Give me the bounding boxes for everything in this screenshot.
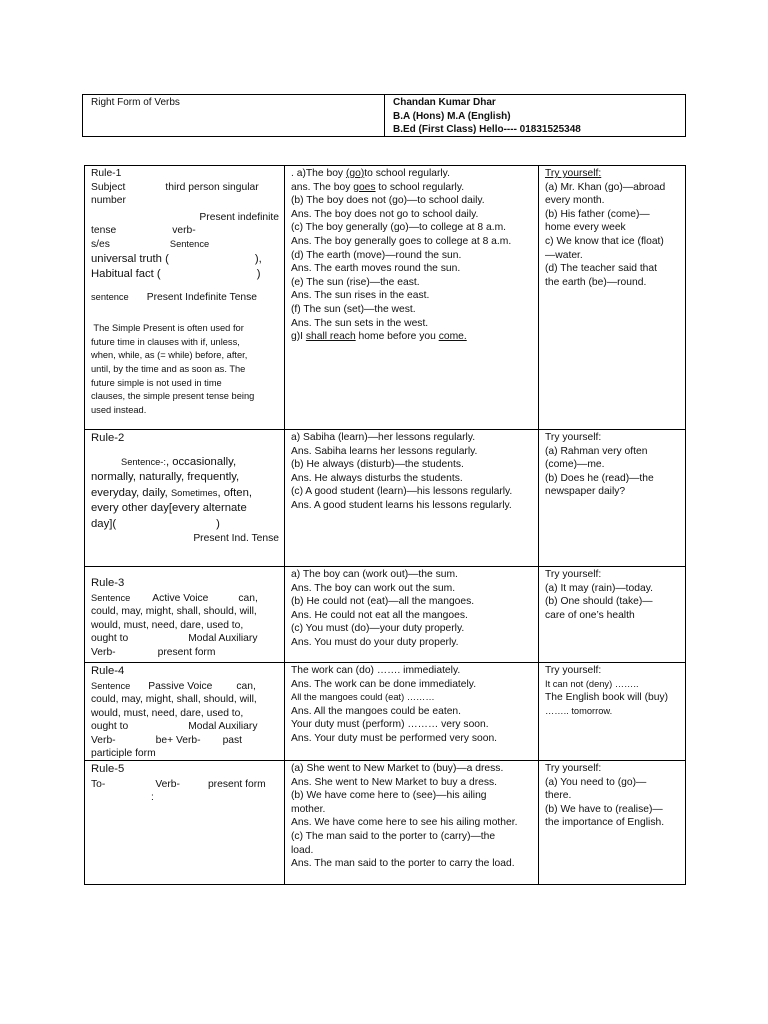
example-line: (e) The sun (rise)—the east.	[291, 276, 420, 288]
author-degree: B.A (Hons) M.A (English)	[393, 110, 511, 122]
example-line: All the mangoes could (eat) ………	[291, 692, 435, 703]
rule-text-line	[91, 632, 279, 646]
rule-text-line	[91, 455, 279, 471]
example-line: load.	[291, 844, 314, 856]
rule-text-line: Present indefinite	[199, 211, 279, 223]
rule-text-line	[91, 680, 279, 694]
text-fragment: can,	[236, 680, 256, 692]
text-fragment: sentence	[91, 291, 129, 302]
text-fragment: s/es	[91, 238, 110, 250]
author-name: Chandan Kumar Dhar	[393, 97, 496, 108]
rule-text-line	[91, 224, 279, 238]
text-fragment: Sentence	[91, 592, 131, 603]
rule-text-line: participle form	[91, 748, 156, 760]
text-fragment: , often,	[217, 486, 252, 499]
rule-heading: Rule-2	[91, 432, 125, 444]
rule-text-line	[91, 720, 279, 734]
rule-3-description	[85, 567, 285, 662]
example-line: Ans. She went to New Market to buy a dress.	[291, 776, 498, 788]
rule-text-line: Present Ind. Tense	[193, 533, 279, 544]
example-line: mother.	[291, 803, 326, 815]
rule-text-line	[91, 181, 279, 195]
text-fragment: Passive Voice	[148, 680, 213, 692]
rule-note-line: future time in clauses with if, unless,	[91, 336, 240, 347]
text-fragment: Modal Auxiliary	[188, 721, 258, 733]
text-fragment: be+ Verb-	[155, 734, 201, 746]
text-fragment: tense	[91, 225, 117, 237]
rule-5-description	[85, 761, 285, 884]
header-author-cell	[385, 95, 685, 136]
example-line: The work can (do) ……. immediately.	[291, 665, 461, 676]
text-fragment: shall reach	[305, 331, 356, 343]
example-line: a) Sabiha (learn)—her lessons regularly.	[291, 432, 476, 443]
text-fragment: Verb-	[91, 734, 116, 746]
example-line: (b) We have come here to (see)—his ailing	[291, 790, 487, 802]
spacer	[91, 304, 279, 322]
exercise-line: newspaper daily?	[545, 486, 626, 498]
exercise-line: (a) Rahman very often	[545, 445, 648, 457]
exercise-line: …….. tomorrow.	[545, 705, 613, 716]
rule-text-line	[91, 291, 279, 305]
example-line: Ans. He could not eat all the mangoes.	[291, 609, 468, 621]
example-line: Ans. The man said to the porter to carry the load.	[291, 858, 515, 870]
rule-text-line: could, may, might, shall, should, will,	[91, 606, 257, 618]
rule-text-line	[91, 267, 279, 283]
rule-text-line	[91, 238, 279, 252]
text-fragment: Sentence	[91, 680, 131, 691]
rule-1-exercises	[539, 166, 685, 429]
text-fragment: ought to	[91, 721, 129, 733]
text-fragment: home before you	[355, 331, 439, 343]
text-fragment: Sentence-:	[121, 456, 166, 467]
exercise-line: The English book will (buy)	[545, 692, 669, 704]
rules-table	[84, 165, 686, 885]
exercise-line: (b) Does he (read)—the	[545, 472, 654, 484]
try-yourself-heading: Try yourself:	[545, 168, 602, 179]
text-fragment: ans. The boy	[291, 181, 354, 193]
document-title: Right Form of Verbs	[91, 97, 180, 108]
rule-text-line	[91, 734, 279, 748]
text-fragment: To-	[91, 778, 106, 790]
text-fragment: . a)The boy	[291, 168, 346, 179]
rule-text-line: :	[151, 792, 154, 804]
rule-text-line: could, may, might, shall, should, will,	[91, 694, 257, 706]
rule-note-line: used instead.	[91, 404, 147, 415]
exercise-line: (come)—me.	[545, 459, 605, 471]
rule-note-line: future simple is not used in time	[91, 377, 222, 388]
example-line: Ans. The boy does not go to school daily.	[291, 208, 479, 220]
example-line: Ans. Your duty must be performed very soon.	[291, 732, 498, 744]
exercise-line: care of one’s health	[545, 609, 635, 621]
example-line: Ans. The sun sets in the west.	[291, 317, 429, 329]
text-fragment: Present Indefinite Tense	[146, 291, 258, 303]
text-fragment: can,	[238, 592, 258, 604]
rule-1-description	[85, 166, 285, 429]
text-fragment: to school regularly.	[375, 181, 465, 193]
rule-text-line: would, must, need, dare, used to,	[91, 619, 244, 631]
example-line: Ans. Sabiha learns her lessons regularly.	[291, 445, 478, 457]
rule-text-line	[91, 778, 279, 792]
rule-text-line: would, must, need, dare, used to,	[91, 707, 244, 719]
try-yourself-heading: Try yourself:	[545, 569, 602, 580]
spacer	[91, 283, 279, 291]
example-line: Ans. The boy can work out the sum.	[291, 582, 456, 594]
rule-text-line	[91, 486, 279, 502]
text-fragment: )	[216, 517, 220, 530]
example-line: Ans. The work can be done immediately.	[291, 678, 477, 690]
exercise-line: c) We know that ice (float)	[545, 235, 664, 247]
rule-text-line	[91, 646, 279, 660]
example-line: Ans. We have come here to see his ailing mother.	[291, 817, 518, 829]
text-fragment: Verb-	[91, 646, 116, 658]
rule-1-examples	[285, 166, 539, 429]
exercise-line: every month.	[545, 195, 605, 207]
rule-4-exercises	[539, 663, 685, 760]
text-fragment: everyday, daily,	[91, 486, 171, 499]
spacer	[91, 568, 279, 576]
text-fragment: Sometimes	[170, 487, 218, 498]
example-line: (c) The man said to the porter to (carry)—the	[291, 830, 496, 842]
exercise-line: (b) One should (take)—	[545, 596, 653, 608]
text-fragment: day](	[91, 517, 117, 530]
rule-heading: Rule-3	[91, 577, 125, 589]
try-yourself-heading: Try yourself:	[545, 665, 602, 676]
example-line: Ans. The earth moves round the sun.	[291, 263, 461, 275]
rule-note-line: when, while, as (= while) before, after,	[91, 350, 248, 361]
text-fragment: ought to	[91, 633, 129, 645]
exercise-line: (a) You need to (go)—	[545, 776, 647, 788]
text-fragment: Subject	[91, 181, 126, 193]
rule-3-examples	[285, 567, 539, 662]
exercise-line: (a) Mr. Khan (go)—abroad	[545, 181, 666, 193]
spacer	[91, 447, 279, 455]
rule-text-line: normally, naturally, frequently,	[91, 471, 240, 483]
example-line: (b) He could not (eat)—all the mangoes.	[291, 596, 475, 608]
exercise-line: there.	[545, 790, 572, 802]
text-fragment: to school regularly.	[364, 168, 450, 179]
text-fragment: present form	[157, 646, 216, 658]
example-line: (c) You must (do)—your duty properly.	[291, 623, 465, 635]
author-contact: B.Ed (First Class) Hello---- 01831525348	[393, 124, 581, 135]
rule-note-line: clauses, the simple present tense being	[91, 391, 255, 402]
example-line: Ans. The sun rises in the east.	[291, 290, 430, 302]
exercise-line: (b) His father (come)—	[545, 208, 650, 220]
rule-5-examples	[285, 761, 539, 884]
text-fragment: ),	[254, 252, 262, 265]
exercise-line: home every week	[545, 222, 626, 234]
example-line: Ans. You must do your duty properly.	[291, 636, 459, 648]
example-line: (c) The boy generally (go)—to college at 8 a.m.	[291, 222, 507, 234]
exercise-line: (d) The teacher said that	[545, 263, 657, 275]
example-line: (b) He always (disturb)—the students.	[291, 459, 464, 471]
rule-text-line	[91, 517, 279, 533]
header-title-cell	[83, 95, 385, 136]
try-yourself-heading: Try yourself:	[545, 432, 602, 443]
rule-note-line: The Simple Present is often used for	[91, 323, 244, 334]
rule-2-exercises	[539, 430, 685, 566]
rule-text-line	[91, 252, 279, 268]
text-fragment: (go)	[345, 168, 365, 179]
rule-2-description	[85, 430, 285, 566]
text-fragment: Habitual fact (	[91, 268, 161, 281]
text-fragment: g)I	[291, 331, 306, 343]
text-fragment: )	[256, 268, 261, 281]
text-fragment: Active Voice	[152, 592, 209, 604]
example-line: Ans. He always disturbs the students.	[291, 472, 463, 484]
example-line: (a) She went to New Market to (buy)—a dress.	[291, 763, 504, 774]
example-line: Ans. The boy generally goes to college at 8 a.m.	[291, 235, 512, 247]
text-fragment: present form	[207, 778, 266, 790]
exercise-line: the earth (be)—round.	[545, 276, 647, 288]
example-line	[291, 167, 533, 181]
example-line	[291, 181, 533, 195]
rule-heading: Rule-1	[91, 168, 122, 179]
text-fragment: third person singular	[165, 181, 259, 193]
exercise-line: (a) It may (rain)—today.	[545, 582, 653, 594]
text-fragment: universal truth (	[91, 252, 169, 265]
example-line: a) The boy can (work out)—the sum.	[291, 569, 458, 580]
example-line: Ans. A good student learns his lessons regularly.	[291, 499, 512, 511]
rule-heading: Rule-4	[91, 665, 125, 677]
rule-2-examples	[285, 430, 539, 566]
rule-4-description	[85, 663, 285, 760]
text-fragment: goes	[353, 181, 376, 193]
exercise-line: It can not (deny) ……..	[545, 678, 639, 689]
text-fragment: come.	[438, 331, 467, 343]
rule-heading: Rule-5	[91, 763, 125, 775]
rule-text-line	[91, 592, 279, 606]
text-fragment: verb-	[172, 225, 196, 237]
exercise-line: (b) We have to (realise)—	[545, 803, 663, 815]
rule-3-exercises	[539, 567, 685, 662]
example-line: (c) A good student (learn)—his lessons regularly.	[291, 486, 513, 498]
example-line: Ans. All the mangoes could be eaten.	[291, 705, 462, 717]
exercise-line: the importance of English.	[545, 817, 665, 829]
try-yourself-heading: Try yourself:	[545, 763, 602, 774]
rule-4-examples	[285, 663, 539, 760]
text-fragment: , occasionally,	[165, 455, 237, 468]
text-fragment: Verb-	[155, 778, 180, 790]
rule-5-exercises	[539, 761, 685, 884]
text-fragment: Modal Auxiliary	[188, 633, 258, 645]
example-line: Your duty must (perform) ……… very soon.	[291, 719, 489, 731]
rule-text-line: number	[91, 195, 126, 207]
example-line: (d) The earth (move)—round the sun.	[291, 249, 462, 261]
exercise-line: —water.	[545, 249, 583, 261]
text-fragment: Sentence	[169, 238, 210, 249]
example-line: (f) The sun (set)—the west.	[291, 303, 416, 315]
example-line: (b) The boy does not (go)—to school daily.	[291, 195, 485, 207]
rule-text-line: every other day[every alternate	[91, 502, 247, 514]
rule-note-line: until, by the time and as soon as. The	[91, 363, 246, 374]
text-fragment: past	[222, 734, 243, 746]
example-line	[291, 330, 533, 344]
header-table	[82, 94, 686, 137]
